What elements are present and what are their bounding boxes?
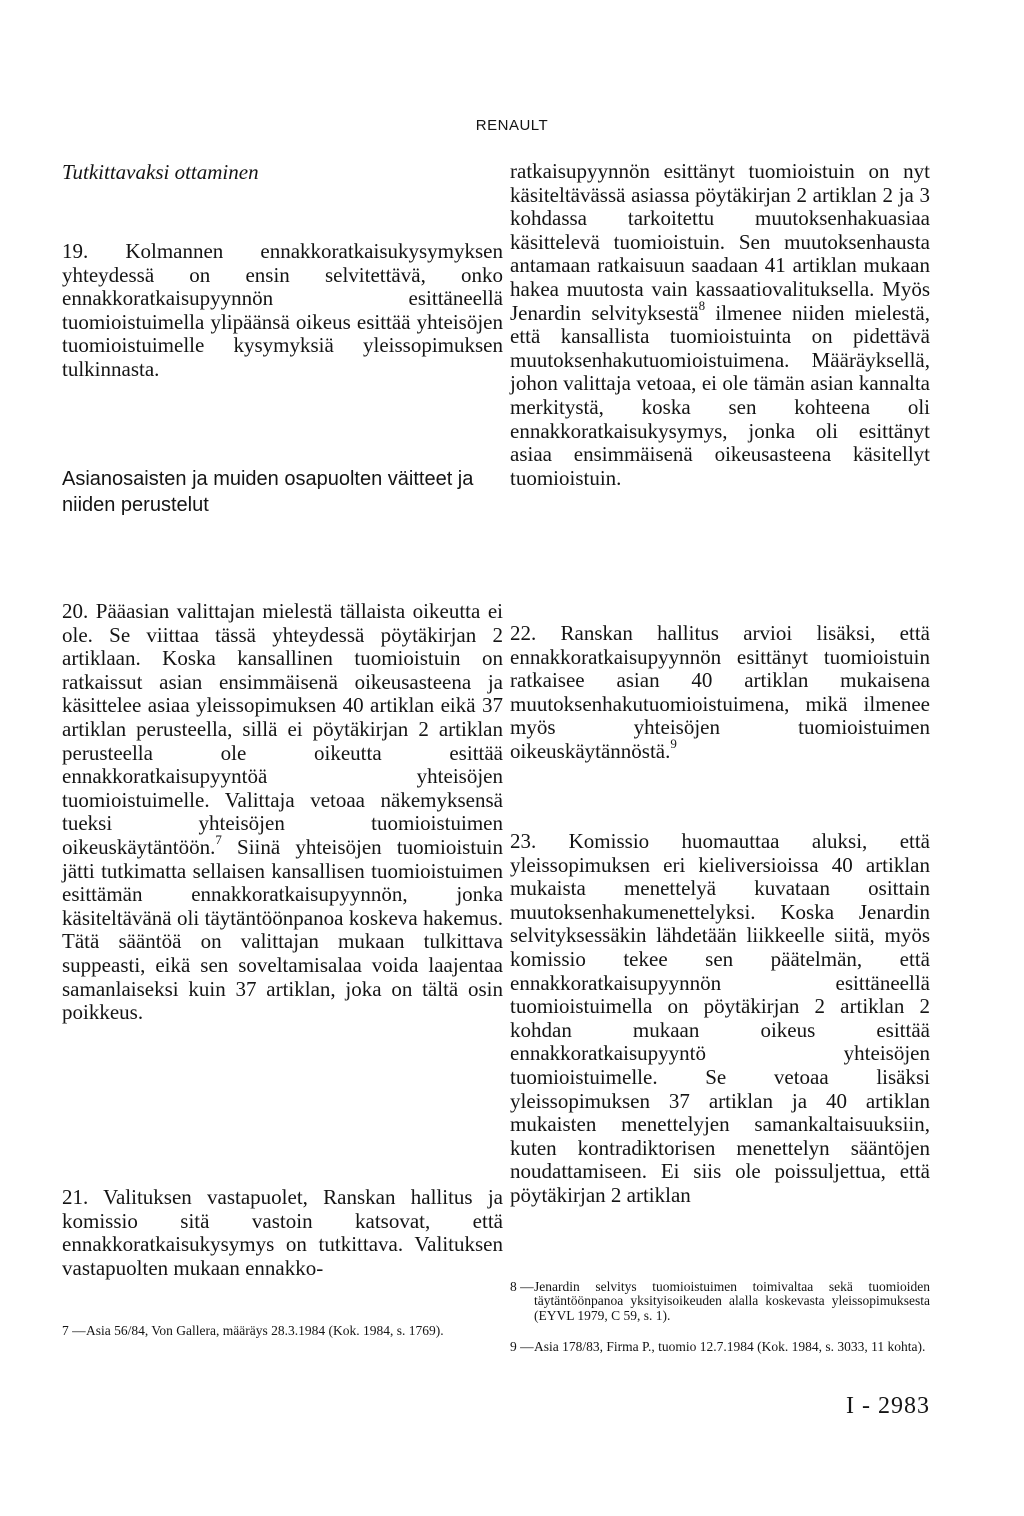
footnote-ref-8: 8 — [698, 297, 706, 313]
footnote-9 — [510, 1340, 930, 1354]
footnote-7 — [62, 1324, 503, 1338]
paragraph-22-text: 22. Ranskan hallitus arvioi lisäksi, että ennakkoratkaisupyynnön esittänyt tuomioistuin ratkaisee asian 40 artiklan mukaisena muutoksenhakutuomioistuimena, mikä ilmenee myös yhteisöjen tuomioistuimen oikeuskäytännöstä. — [510, 621, 930, 763]
footnote-9-text: Asia 178/83, Firma P., tuomio 12.7.1984 (Kok. 1984, s. 3033, 11 kohta). — [534, 1339, 926, 1354]
footnote-7-text: Asia 56/84, Von Gallera, määräys 28.3.1984 (Kok. 1984, s. 1769). — [86, 1323, 444, 1338]
paragraph-21: 21. Valituksen vastapuolet, Ranskan hallitus ja komissio sitä vastoin katsovat, että ennakkoratkaisukysymys on tutkittava. Valituksen vastapuolten mukaan ennakko- — [62, 1185, 503, 1280]
paragraph-21-cont-part-b: ilmenee niiden mielestä, että kansallista tuomioistuinta on pidettävä muutoksenhakutuomioistuimena. Määräyksellä, johon valittaja vetoaa, ei ole tämän asian kannalta merkitystä, koska sen kohteena oli ennakkoratkaisukysymys, jonka oli esittänyt asiaa ensimmäisenä oikeusasteena käsitellyt tuomioistuin. — [510, 300, 930, 490]
paragraph-20-part-b: Siinä yhteisöjen tuomioistuin jätti tutkimatta sellaisen kansallisen tuomioistuimen esittämän ennakkoratkaisupyynnön, jonka käsiteltävänä oli täytäntöönpanoa koskeva hakemus. Tätä sääntöä on valittajan mukaan tulkittava suppeasti, eikä sen soveltamisalaa voida laajentaa samanlaiseksi kuin 37 artiklan, joka on tältä osin poikkeus. — [62, 834, 503, 1025]
paragraph-20 — [62, 600, 503, 1025]
footnote-ref-7: 7 — [215, 831, 222, 847]
footnote-9-number: 9 — — [510, 1339, 534, 1354]
paragraph-21-cont-part-a: ratkaisupyynnön esittänyt tuomioistuin on nyt käsiteltävässä asiassa pöytäkirjan 2 artiklan 2 ja 3 kohdassa tarkoitettu muutoksenhakuasiaa käsittelevä tuomioistuin. Sen muutoksenhausta antamaan ratkaisuun saadaan 41 artiklan mukaan hakea muutosta vain kassaatiovalituksella. Myös Jenardin selvityksestä — [510, 159, 930, 325]
footnote-ref-9: 9 — [670, 735, 677, 751]
section-heading-arguments: Asianosaisten ja muiden osapuolten väitteet ja niiden perustelut — [62, 468, 474, 516]
footnote-8-number: 8 — — [510, 1279, 534, 1294]
footnote-7-number: 7 — — [62, 1323, 86, 1338]
running-header: RENAULT — [475, 117, 549, 134]
paragraph-21-continued — [510, 160, 930, 490]
footnote-8-text: Jenardin selvitys tuomioistuimen toimivaltaa sekä tuomioiden täytäntöönpanoa yksityisoikeuden alalla koskevasta yleissopimuksesta (EYVL 1979, C 59, s. 1). — [534, 1279, 930, 1323]
footnote-8 — [510, 1280, 930, 1323]
paragraph-19: 19. Kolmannen ennakkoratkaisukysymyksen yhteydessä on ensin selvitettävä, onko ennakkoratkaisupyynnön esittäneellä tuomioistuimella ylipäänsä oikeus esittää yhteisöjen tuomioistuimelle kysymyksiä yleissopimuksen tulkinnasta. — [62, 239, 503, 381]
section-heading-admissibility: Tutkittavaksi ottaminen — [62, 160, 259, 184]
page-number: I - 2983 — [846, 1393, 930, 1419]
paragraph-22 — [510, 622, 930, 764]
paragraph-23: 23. Komissio huomauttaa aluksi, että yleissopimuksen eri kieliversioissa 40 artiklan mukaista menettelyä kuvataan osittain muutoksenhakumenettelyksi. Koska Jenardin selvityksessäkin lähdetään liikkeelle siitä, myös komissio tekee sen päätelmän, että ennakkoratkaisupyynnön esittäneellä tuomioistuimella on pöytäkirjan 2 artiklan 2 kohdan mukaan oikeus esittää ennakkoratkaisupyyntö yhteisöjen tuomioistuimelle. Se vetoaa lisäksi yleissopimuksen 37 artiklan ja 40 artiklan mukaisten menettelyjen samankaltaisuuksiin, kuten kontradiktorisen menettelyn sääntöjen noudattamiseen. Ei siis ole poissuljettua, että pöytäkirjan 2 artiklan — [510, 829, 930, 1207]
paragraph-20-part-a: 20. Pääasian valittajan mielestä tällaista oikeutta ei ole. Se viittaa tässä yhteydessä pöytäkirjan 2 artiklaan. Koska kansallinen tuomioistuin on ratkaissut asian ensimmäisenä oikeusasteena ja käsittelee asiaa yleissopimuksen 40 artiklan eikä 37 artiklan perusteella, sillä ei pöytäkirjan 2 artiklan perusteella ole oikeutta esittää ennakkoratkaisupyyntöä yhteisöjen tuomioistuimelle. Valittaja vetoaa näkemyksensä tueksi yhteisöjen tuomioistuimen oikeuskäytäntöön. — [62, 599, 503, 859]
